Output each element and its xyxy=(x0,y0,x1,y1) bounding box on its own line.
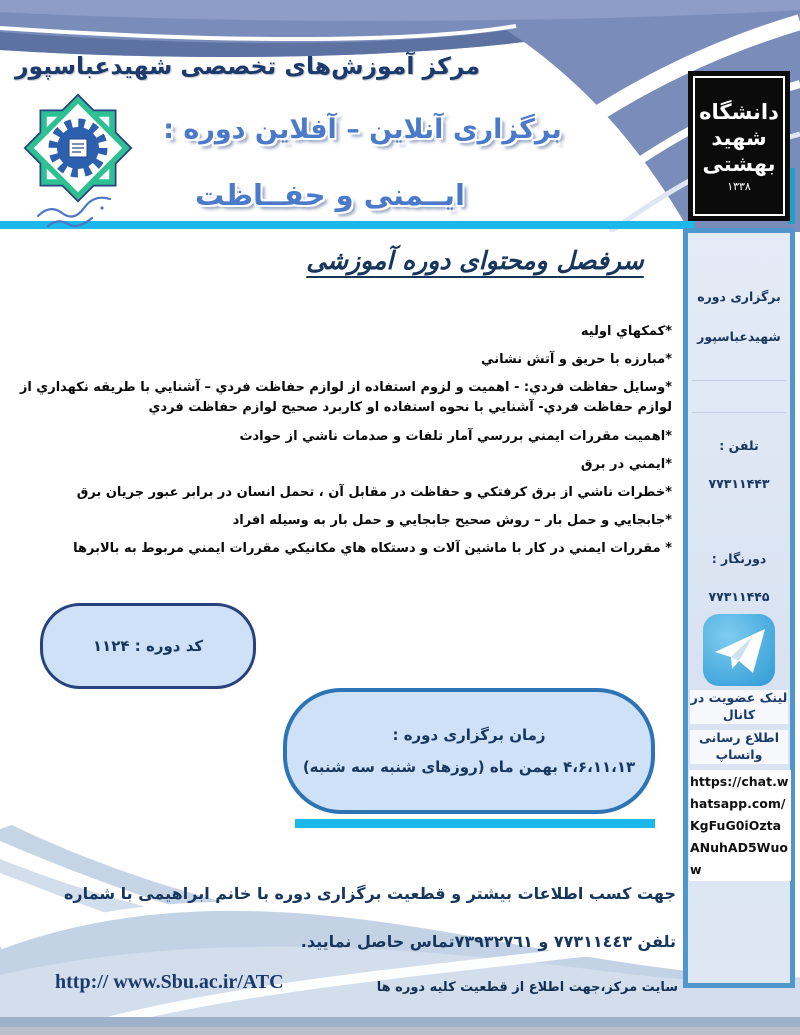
topic-item: *مبارزه با حريق و آتش نشاني xyxy=(481,352,672,368)
sbu-university-logo xyxy=(688,71,790,221)
info-sidebar xyxy=(683,228,795,988)
telegram-icon[interactable] xyxy=(702,613,776,687)
footer-wave-graphic xyxy=(0,825,800,1035)
schedule-title: زمان برگزاری دوره : xyxy=(392,726,546,744)
topic-item: *اهميت مقررات ايمني بررسي آمار تلفات و صدمات ناشي از حوادث xyxy=(239,428,672,444)
org-title: مرکز آموزش‌های تخصصی شهیدعباسپور xyxy=(14,52,481,80)
sbu-logo-word: بهشتی xyxy=(702,152,776,177)
sidebar-org-line2: شهیدعباسپور xyxy=(697,329,781,344)
sbu-logo-year: ۱۳۳۸ xyxy=(727,180,751,194)
center-website-url[interactable]: http:// www.Sbu.ac.ir/ATC xyxy=(55,971,284,993)
schedule-underline-bar xyxy=(295,819,655,828)
schedule-detail: ۴،۶،۱۱،۱۳ بهمن ماه (روزهای شنبه سه شنبه) xyxy=(302,758,636,776)
topics-list xyxy=(14,322,672,567)
fax-label: دورنگار : xyxy=(711,551,767,566)
course-code-pill xyxy=(40,603,256,689)
topic-item: *وسايل حفاظت فردي: - اهميت و لزوم استفاده از لوازم حفاظت فردي – آشنايي با طريقه نكهداري از لوازم حفاظت فردي- آشنايي با نحوه استفاده او كاربرد صحيح لوازم حفاظت فردي xyxy=(19,380,672,416)
section-title: سرفصل ومحتوای دوره آموزشی xyxy=(306,246,644,275)
course-title: ایــمنی و حفــاظت xyxy=(195,178,465,212)
topic-item: * مقررات ايمني در كار با ماشين آلات و دستكاه هاي مكانيكي مقررات ايمني مربوط به بالابرها xyxy=(73,541,672,557)
topic-item: *خطرات ناشي از برق كرفتكي و حفاظت در مقابل آن ، تحمل انسان در برابر عبور جريان برق xyxy=(76,484,672,500)
sidebar-divider xyxy=(692,380,786,381)
contact-info-line1: جهت کسب اطلاعات بیشتر و قطعیت برگزاری دوره با خانم ابراهیمی با شماره xyxy=(63,884,676,903)
sbu-logo-word: دانشگاه xyxy=(699,99,779,124)
site-note: سایت مرکز،جهت اطلاع از قطعیت کلیه دوره ها xyxy=(376,980,678,995)
sidebar-divider xyxy=(692,412,786,413)
fax-number: ۷۷۳۱۱۴۴۵ xyxy=(708,589,770,604)
sbu-logo-word: شهید xyxy=(711,125,767,150)
delivery-mode-line: برگزاری آنلاین – آفلاین دوره : xyxy=(163,114,562,145)
phone-label: تلفن : xyxy=(719,438,759,453)
topic-item: *كمكهاي اوليه xyxy=(580,324,672,339)
atc-center-logo xyxy=(18,90,138,220)
signature-calligraphy xyxy=(38,198,110,226)
gear-icon xyxy=(53,123,103,173)
channel-caption-line1: لینک عضویت در کانال xyxy=(690,690,788,722)
phone-number: ۷۷۳۱۱۴۴۳ xyxy=(708,476,770,491)
topic-item: *ايمني در برق xyxy=(580,456,672,472)
course-code-label: كد دوره : ۱۱۲۴ xyxy=(92,637,204,655)
schedule-pill xyxy=(283,688,655,814)
topic-item: *جابجايي و حمل بار – روش صحيح جابجايي و حمل بار به وسيله افراد xyxy=(232,512,672,528)
contact-info-line2: تلفن ٧٧٣١١٤٤٣ و ٧٣٩٣٢٧٦١تماس حاصل نمایید. xyxy=(300,932,676,951)
channel-caption-line2: اطلاع رسانی واتساپ xyxy=(690,730,788,764)
sidebar-org-line1: برگزاری دوره xyxy=(697,289,781,304)
whatsapp-channel-link[interactable]: https://chat.whatsapp.com/KgFuG0iOztaANuhAD5Wuow xyxy=(689,770,791,881)
